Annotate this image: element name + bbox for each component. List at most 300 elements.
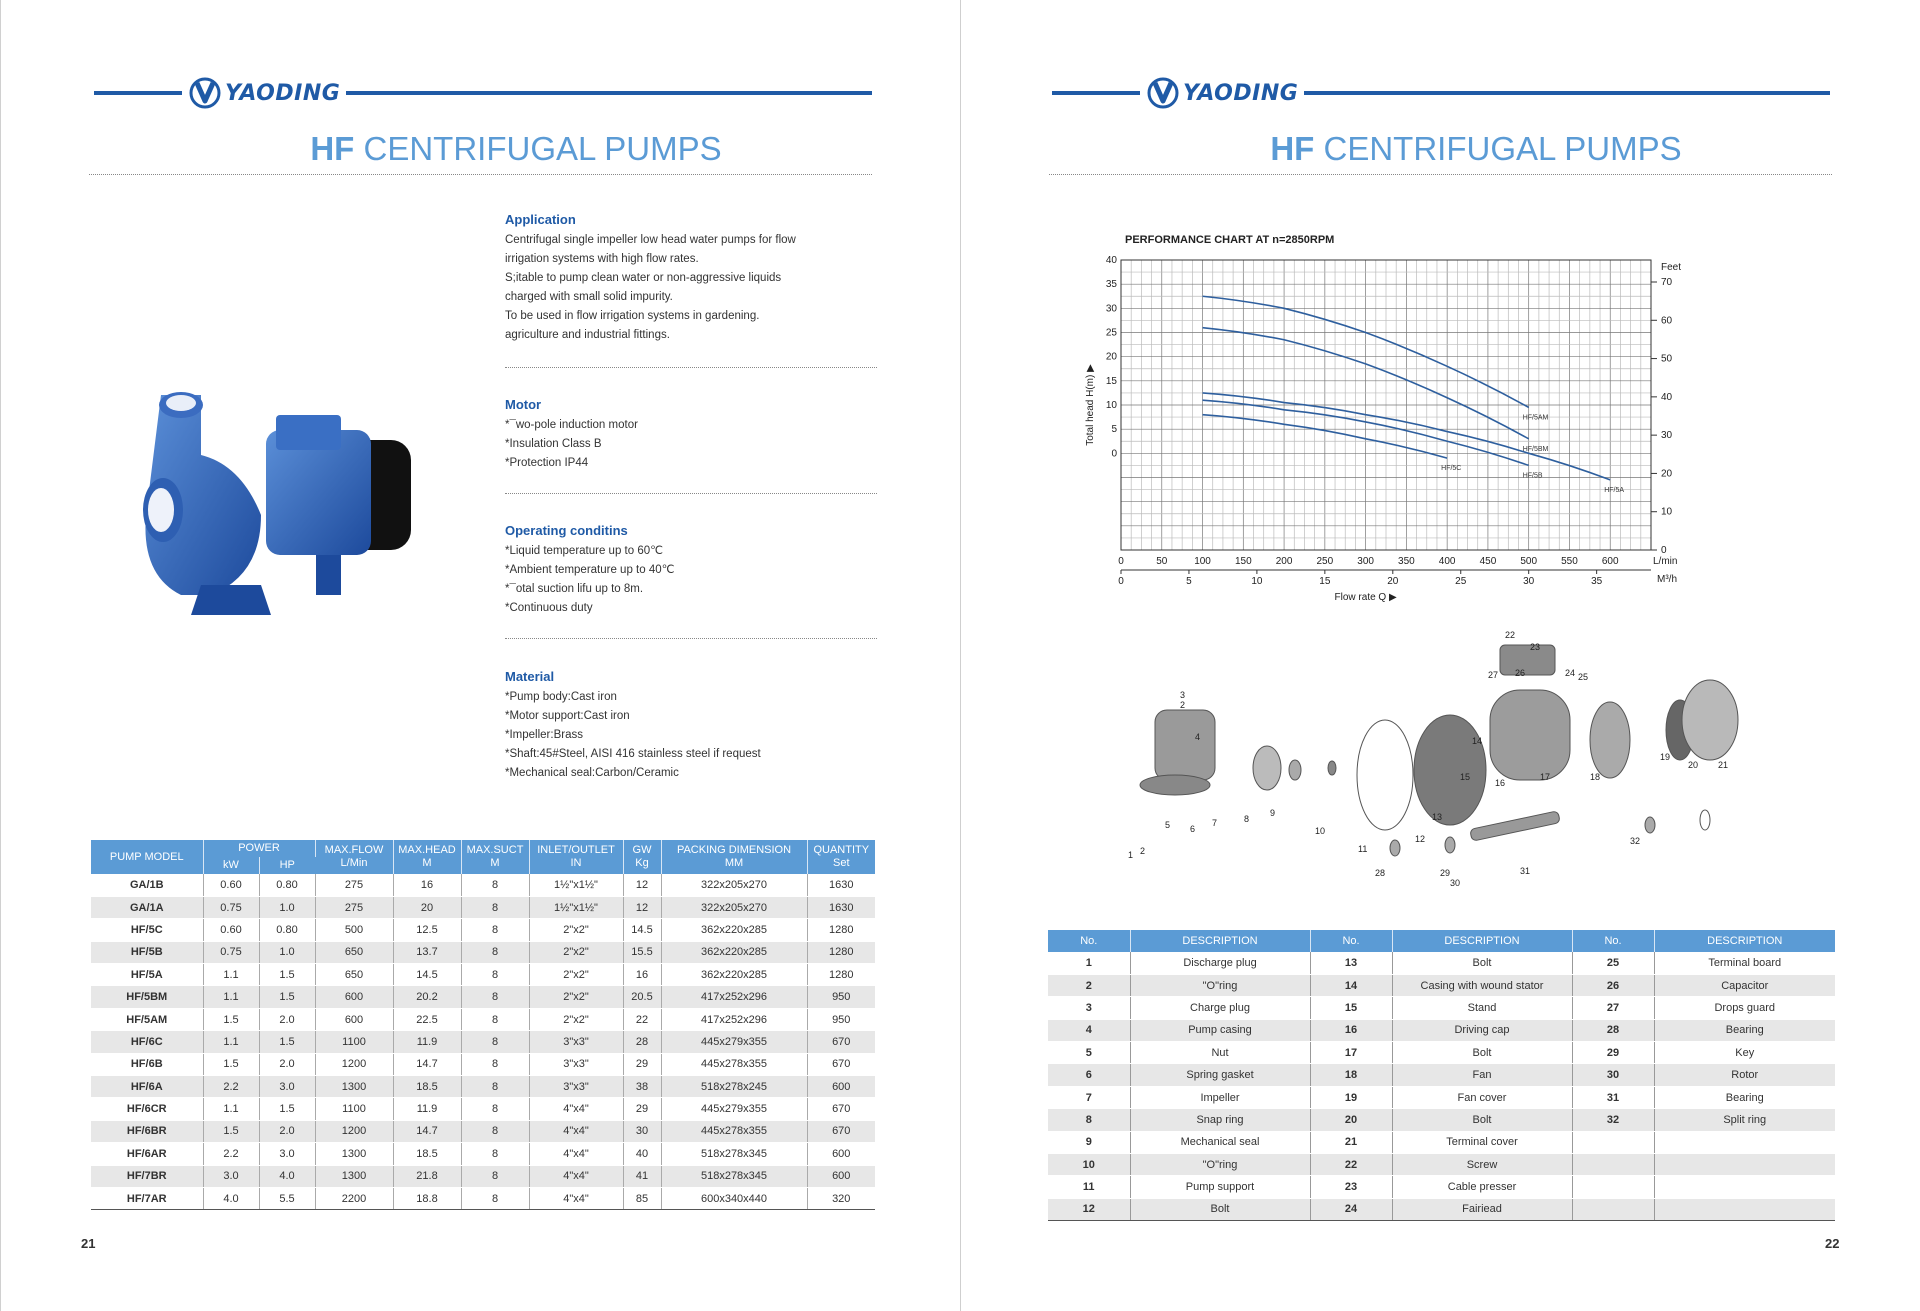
table-cell: 1½"x1½" [529,896,623,918]
table-row [91,1008,875,1030]
col-kw: kW [203,857,259,874]
part-number-cell: 28 [1572,1019,1654,1041]
part-number-cell: 29 [1572,1042,1654,1064]
part-description-cell: Drops guard [1654,997,1835,1019]
table-cell: 8 [461,874,529,896]
col-hp: HP [259,857,315,874]
table-cell: 8 [461,896,529,918]
table-cell: 0.80 [259,874,315,896]
series-label: HF/5B [1522,472,1543,480]
table-cell: 417x252x296 [661,986,807,1008]
pump-model-cell: HF/5B [91,941,203,963]
part-number-cell: 26 [1572,974,1654,996]
pump-model-cell: HF/6AR [91,1143,203,1165]
table-cell: 0.80 [259,919,315,941]
col-description: DESCRIPTION [1392,930,1572,952]
table-cell: 12.5 [393,919,461,941]
table-cell: 8 [461,1187,529,1209]
part-number-cell: 8 [1048,1109,1130,1131]
part-callout-label: 17 [1540,772,1551,782]
table-row [1048,1176,1835,1198]
table-row [91,986,875,1008]
table-cell: 445x279x355 [661,1031,807,1053]
col-qty: QUANTITY Set [807,840,875,874]
part-description-cell: Screw [1392,1154,1572,1176]
table-cell: 2.0 [259,1008,315,1030]
title-bold: HF [310,130,355,167]
page-number: 21 [81,1236,96,1251]
table-cell: 1300 [315,1143,393,1165]
table-cell: 0.75 [203,896,259,918]
part-number-cell: 3 [1048,997,1130,1019]
col-description: DESCRIPTION [1654,930,1835,952]
table-row [91,1031,875,1053]
section-line: irrigation systems with high flow rates. [505,253,699,265]
m3h-tick-label: 15 [1319,576,1331,587]
table-row [91,1098,875,1120]
feet-tick-label: 10 [1661,506,1673,518]
pump-model-cell: HF/5A [91,964,203,986]
m3h-tick-label: 10 [1251,576,1263,587]
table-cell: 3.0 [259,1143,315,1165]
x-tick-label: 250 [1316,556,1334,567]
table-cell: 1100 [315,1098,393,1120]
page-number: 22 [1825,1236,1840,1251]
table-cell: 417x252x296 [661,1008,807,1030]
part-description-cell: Bearing [1654,1086,1835,1108]
table-cell: 85 [623,1187,661,1209]
x-tick-label: 500 [1520,556,1538,567]
table-cell: 1100 [315,1031,393,1053]
table-cell: 12 [623,874,661,896]
part-callout-label: 2 [1180,700,1186,710]
brand-name: YAODING [225,80,341,106]
m3h-tick-label: 20 [1387,576,1399,587]
part-callout-label: 30 [1450,878,1461,888]
part-number-cell: 27 [1572,997,1654,1019]
y-tick-label: 15 [1105,375,1117,387]
y-tick-label: 0 [1111,448,1117,460]
table-cell: 1.5 [203,1120,259,1142]
table-cell: 275 [315,896,393,918]
table-cell: 1.5 [203,1053,259,1075]
table-row [91,874,875,896]
part-callout-label: 3 [1180,690,1186,700]
brand-logo [182,80,346,106]
page-title [1,130,961,168]
part-description-cell: Rotor [1654,1064,1835,1086]
table-cell: 275 [315,874,393,896]
part-description-cell: Fan [1392,1064,1572,1086]
part-description-cell: Bolt [1392,1042,1572,1064]
section-line: *¯otal suction lifu up to 8m. [505,583,644,595]
part-description-cell: Bolt [1392,1109,1572,1131]
table-cell: 8 [461,1120,529,1142]
table-cell: 2.0 [259,1120,315,1142]
part-callout-label: 18 [1590,772,1601,782]
part-number-cell: 6 [1048,1064,1130,1086]
table-cell: 670 [807,1031,875,1053]
table-cell: 4"x4" [529,1187,623,1209]
section-heading: Application [505,212,576,227]
table-cell: 4.0 [259,1165,315,1187]
exploded-view-diagram [1120,620,1770,890]
x-tick-label: 150 [1234,556,1252,567]
part-callout-label: 19 [1660,752,1671,762]
table-row [1048,974,1835,996]
table-row [1048,1109,1835,1131]
motor-stator-part [1490,690,1570,780]
x-tick-label: 400 [1438,556,1456,567]
table-row [91,1053,875,1075]
table-cell: 1.1 [203,1031,259,1053]
table-cell: 2"x2" [529,964,623,986]
section-line: Centrifugal single impeller low head water pumps for flow [505,234,796,246]
section-line: *Insulation Class B [505,438,602,450]
table-cell: 4.0 [203,1187,259,1209]
part-number-cell: 31 [1572,1086,1654,1108]
part-description-cell: Casing with wound stator [1392,974,1572,996]
table-cell: 445x279x355 [661,1098,807,1120]
table-row [91,941,875,963]
m3h-tick-label: 30 [1523,576,1535,587]
part-description-cell: Split ring [1654,1109,1835,1131]
feet-unit-label: Feet [1661,262,1682,273]
pump-model-cell: HF/5AM [91,1008,203,1030]
table-cell: 600x340x440 [661,1187,807,1209]
section-heading: Operating conditins [505,523,628,538]
pump-model-cell: HF/6BR [91,1120,203,1142]
table-cell: 22.5 [393,1008,461,1030]
title-divider [89,174,872,175]
x-tick-label: 200 [1275,556,1293,567]
table-cell: 1.5 [259,986,315,1008]
pump-support-part [1414,715,1486,825]
section-line: *Continuous duty [505,602,593,614]
part-number-cell: 10 [1048,1154,1130,1176]
pump-model-cell: HF/6CR [91,1098,203,1120]
part-description-cell: "O"ring [1130,974,1310,996]
part-callout-label: 1 [1128,850,1134,860]
m3h-tick-label: 25 [1455,576,1467,587]
part-number-cell: 11 [1048,1176,1130,1198]
col-head: MAX.HEAD M [393,840,461,874]
part-callout-label: 24 [1565,668,1576,678]
col-inlet: INLET/OUTLET IN [529,840,623,874]
part-description-cell: Snap ring [1130,1109,1310,1131]
spec-table [91,840,875,1210]
col-no: No. [1572,930,1654,952]
part-description-cell: Bolt [1130,1198,1310,1220]
x-tick-label: 0 [1118,556,1124,567]
table-cell: 650 [315,941,393,963]
table-cell: 2200 [315,1187,393,1209]
part-number-cell: 14 [1310,974,1392,996]
table-row [91,1120,875,1142]
table-cell: 4"x4" [529,1120,623,1142]
part-number-cell: 20 [1310,1109,1392,1131]
table-cell: 0.60 [203,874,259,896]
part-number-cell: 21 [1310,1131,1392,1153]
part-description-cell: Pump casing [1130,1019,1310,1041]
pump-model-cell: GA/1B [91,874,203,896]
part-number-cell: 18 [1310,1064,1392,1086]
part-callout-label: 28 [1375,868,1386,878]
table-cell: 1280 [807,919,875,941]
part-description-cell: Nut [1130,1042,1310,1064]
part-number-cell [1572,1198,1654,1220]
table-cell: 518x278x345 [661,1143,807,1165]
table-cell: 445x278x355 [661,1120,807,1142]
part-number-cell: 4 [1048,1019,1130,1041]
col-power: POWER [203,840,315,857]
col-suct: MAX.SUCT M [461,840,529,874]
part-callout-label: 11 [1358,844,1368,854]
parts-table [1048,930,1835,1221]
section-line: S;itable to pump clean water or non-aggressive liquids [505,272,782,284]
section-heading: Material [505,669,555,684]
yaoding-logo-icon [1146,77,1180,109]
table-cell: 2"x2" [529,941,623,963]
table-cell: 500 [315,919,393,941]
col-gw: GW Kg [623,840,661,874]
series-label: HF/5BM [1522,445,1549,453]
series-label: HF/5C [1441,465,1462,473]
table-cell: 20.5 [623,986,661,1008]
part-number-cell: 30 [1572,1064,1654,1086]
part-description-cell: Stand [1392,997,1572,1019]
part-callout-label: 6 [1190,824,1196,834]
table-cell: 18.5 [393,1076,461,1098]
section-line: *Impeller:Brass [505,729,583,741]
feet-tick-label: 0 [1661,545,1667,556]
part-callout-label: 29 [1440,868,1451,878]
col-description: DESCRIPTION [1130,930,1310,952]
table-cell: 650 [315,964,393,986]
part-description-cell: Discharge plug [1130,952,1310,974]
table-cell: 1300 [315,1165,393,1187]
section-line: *Protection IP44 [505,457,589,469]
x-tick-label: 450 [1479,556,1497,567]
part-description-cell: Pump support [1130,1176,1310,1198]
table-cell: 8 [461,1165,529,1187]
table-cell: 322x205x270 [661,874,807,896]
table-cell: 322x205x270 [661,896,807,918]
y-tick-label: 5 [1111,424,1117,436]
section-line: *¯wo-pole induction motor [505,419,638,431]
table-row [1048,1154,1835,1176]
table-cell: 0.75 [203,941,259,963]
section-line: *Pump body:Cast iron [505,691,617,703]
table-cell: 2"x2" [529,919,623,941]
table-row [1048,1042,1835,1064]
part-description-cell: Fan cover [1392,1086,1572,1108]
table-cell: 8 [461,986,529,1008]
motor-section [505,395,877,473]
part-callout-label: 15 [1460,772,1471,782]
y-tick-label: 20 [1105,351,1117,363]
table-cell: 1.5 [259,1098,315,1120]
part-callout-label: 7 [1212,818,1218,828]
feet-tick-label: 70 [1661,277,1673,288]
table-cell: 600 [315,1008,393,1030]
title-rest: CENTRIFUGAL PUMPS [1323,130,1682,167]
table-cell: 16 [623,964,661,986]
part-callout-label: 5 [1165,820,1171,830]
feet-tick-label: 30 [1661,430,1673,442]
part-description-cell: Terminal cover [1392,1131,1572,1153]
table-cell: 362x220x285 [661,964,807,986]
part-description-cell: Key [1654,1042,1835,1064]
table-cell: 1.0 [259,941,315,963]
table-cell: 15.5 [623,941,661,963]
table-cell: 1630 [807,874,875,896]
part-number-cell: 7 [1048,1086,1130,1108]
table-cell: 950 [807,986,875,1008]
part-description-cell: Fairiead [1392,1198,1572,1220]
material-section [505,667,877,783]
x-tick-label: 100 [1194,556,1211,567]
m3h-unit-label: M³/h [1657,574,1677,585]
table-row [91,964,875,986]
table-cell: 1300 [315,1076,393,1098]
table-cell: 8 [461,1076,529,1098]
part-callout-label: 13 [1432,812,1443,822]
table-cell: 2"x2" [529,986,623,1008]
pump-model-cell: HF/5C [91,919,203,941]
impeller-part [1253,746,1281,790]
y-tick-label: 30 [1105,303,1117,315]
page-header [1052,80,1830,106]
x-tick-label: 300 [1357,556,1374,567]
part-callout-label: 31 [1520,866,1531,876]
section-line: To be used in flow irrigation systems in gardening. [505,310,760,322]
part-callout-label: 16 [1495,778,1506,788]
col-flow: MAX.FLOW L/Min [315,840,393,874]
table-cell: 29 [623,1098,661,1120]
series-label: HF/5AM [1522,414,1549,422]
part-number-cell: 23 [1310,1176,1392,1198]
part-callout-label: 26 [1515,668,1526,678]
pump-casing-part [1155,710,1215,780]
table-row [1048,1198,1835,1220]
table-cell: 2"x2" [529,1008,623,1030]
feet-tick-label: 50 [1661,353,1673,365]
table-cell: 8 [461,1098,529,1120]
col-no: No. [1310,930,1392,952]
table-cell: 4"x4" [529,1143,623,1165]
table-cell: 3.0 [259,1076,315,1098]
table-cell: 1280 [807,964,875,986]
part-callout-label: 8 [1244,814,1250,824]
table-cell: 29 [623,1053,661,1075]
table-cell: 600 [807,1143,875,1165]
table-cell: 8 [461,1008,529,1030]
table-row [91,1165,875,1187]
table-cell: 0.60 [203,919,259,941]
part-description-cell: Capacitor [1654,974,1835,996]
x-tick-label: 600 [1601,556,1619,567]
series-label: HF/5A [1604,486,1625,494]
table-cell: 20.2 [393,986,461,1008]
table-cell: 1.1 [203,986,259,1008]
x-tick-label: 50 [1156,556,1168,567]
right-page [961,0,1920,1311]
part-number-cell: 5 [1048,1042,1130,1064]
section-line: agriculture and industrial fittings. [505,329,670,341]
table-row [91,896,875,918]
part-number-cell: 12 [1048,1198,1130,1220]
part-description-cell [1654,1198,1835,1220]
table-cell: 8 [461,919,529,941]
pump-model-cell: HF/5BM [91,986,203,1008]
col-no: No. [1048,930,1130,952]
table-cell: 1.1 [203,1098,259,1120]
part-description-cell: Impeller [1130,1086,1310,1108]
performance-chart [1061,250,1761,610]
table-cell: 362x220x285 [661,919,807,941]
y-tick-label: 40 [1105,255,1117,266]
section-heading: Motor [505,397,542,412]
table-cell: 320 [807,1187,875,1209]
pump-model-cell: HF/7BR [91,1165,203,1187]
part-callout-label: 23 [1530,642,1541,652]
title-rest: CENTRIFUGAL PUMPS [363,130,722,167]
x-axis-label: Flow rate Q ▶ [1334,592,1397,603]
table-cell: 22 [623,1008,661,1030]
table-cell: 1630 [807,896,875,918]
part-callout-label: 4 [1195,732,1201,742]
col-model: PUMP MODEL [91,840,203,874]
part-callout-label: 2 [1140,846,1146,856]
page-header [94,80,872,106]
brand-logo [1140,80,1304,106]
part-description-cell: Charge plug [1130,997,1310,1019]
yaoding-logo-icon [188,77,222,109]
part-number-cell: 9 [1048,1131,1130,1153]
table-cell: 40 [623,1143,661,1165]
table-cell: 2.2 [203,1143,259,1165]
table-cell: 600 [807,1076,875,1098]
table-cell: 8 [461,1053,529,1075]
table-cell: 8 [461,1031,529,1053]
title-divider [1049,174,1832,175]
table-cell: 3"x3" [529,1031,623,1053]
part-callout-label: 12 [1415,834,1426,844]
y-tick-label: 10 [1105,400,1117,411]
part-callout-label: 32 [1630,836,1641,846]
table-cell: 18.8 [393,1187,461,1209]
part-number-cell: 1 [1048,952,1130,974]
m3h-tick-label: 5 [1186,576,1192,587]
part-description-cell [1654,1154,1835,1176]
section-line: *Mechanical seal:Carbon/Ceramic [505,767,679,779]
part-number-cell [1572,1176,1654,1198]
part-description-cell: Cable presser [1392,1176,1572,1198]
section-line: charged with small solid impurity. [505,291,673,303]
table-cell: 1.5 [259,964,315,986]
table-cell: 1.1 [203,964,259,986]
part-description-cell: Bearing [1654,1019,1835,1041]
section-divider [505,367,877,368]
chart-title: PERFORMANCE CHART AT n=2850RPM [1125,234,1335,246]
part-number-cell [1572,1131,1654,1153]
table-row [91,1076,875,1098]
x-tick-label: 350 [1398,556,1415,567]
part-callout-label: 10 [1315,826,1326,836]
table-cell: 8 [461,964,529,986]
table-cell: 16 [393,874,461,896]
